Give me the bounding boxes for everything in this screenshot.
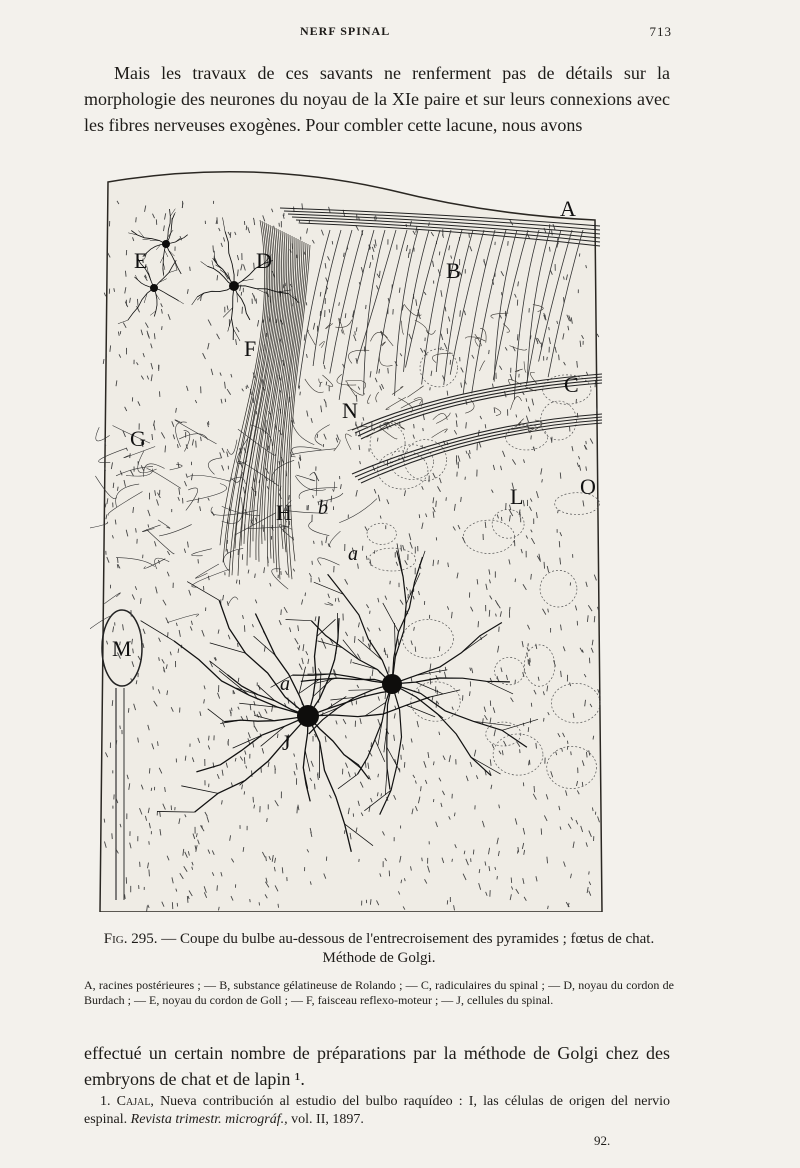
footnote-number: 1. <box>100 1094 111 1109</box>
footnote-text: Nueva contribución al estudio del bulbo raquídeo : I, las células de origen del nervio espinal. <box>84 1094 671 1127</box>
figure-number: Fig. 295. <box>103 931 158 947</box>
running-head <box>0 22 800 42</box>
footnote-volume: vol. II, 1897. <box>291 1112 364 1127</box>
figure-illustration <box>90 160 610 912</box>
figure-legend: A, racines postérieures ; — B, substance gélatineuse de Rolando ; — C, radiculaires du spinal ; — D, noyau du cordon de Burdach ; — E, noyau du cordon de Goll ; — F, faisceau reflexo-moteur ; — J, cellules du spinal. <box>84 978 674 1007</box>
signature-mark: 92. <box>594 1133 611 1148</box>
label-D: D <box>256 248 272 273</box>
page-number: 713 <box>649 24 672 39</box>
footnote <box>84 1093 670 1129</box>
label-b: b <box>318 497 328 519</box>
label-J: J <box>282 730 291 755</box>
label-O: O <box>580 474 596 499</box>
label-C: C <box>564 372 579 397</box>
label-B: B <box>446 258 461 283</box>
running-title: NERF SPINAL <box>300 24 391 38</box>
label-F: F <box>244 336 257 361</box>
intro-paragraph: Mais les travaux de ces savants ne renferment pas de détails sur la morphologie des neurones du noyau de la XIe paire et sur leurs connexions avec les fibres nerveuses exogènes. Pour combler cette lacune, nous avons <box>84 63 670 135</box>
label-H: H <box>276 500 292 525</box>
footnote-author: Cajal, <box>116 1094 154 1109</box>
footnote-journal: Revista trimestr. micrográf., <box>130 1112 288 1127</box>
golgi-section-drawing <box>90 160 610 912</box>
label-L: L <box>510 484 524 509</box>
label-E: E <box>134 248 148 273</box>
label-a-lower: a <box>280 673 290 695</box>
label-G: G <box>130 426 146 451</box>
continuation-paragraph: effectué un certain nombre de préparations par la méthode de Golgi chez des embryons de chat et de lapin ¹. <box>84 1043 670 1089</box>
label-M: M <box>112 636 132 661</box>
figure-caption <box>84 930 674 968</box>
label-A: A <box>560 196 576 221</box>
label-N: N <box>342 398 358 423</box>
caption-text: — Coupe du bulbe au-dessous de l'entrecroisement des pyramides ; fœtus de chat. Méthode de Golgi. <box>161 931 655 966</box>
label-a-upper: a <box>348 543 358 565</box>
